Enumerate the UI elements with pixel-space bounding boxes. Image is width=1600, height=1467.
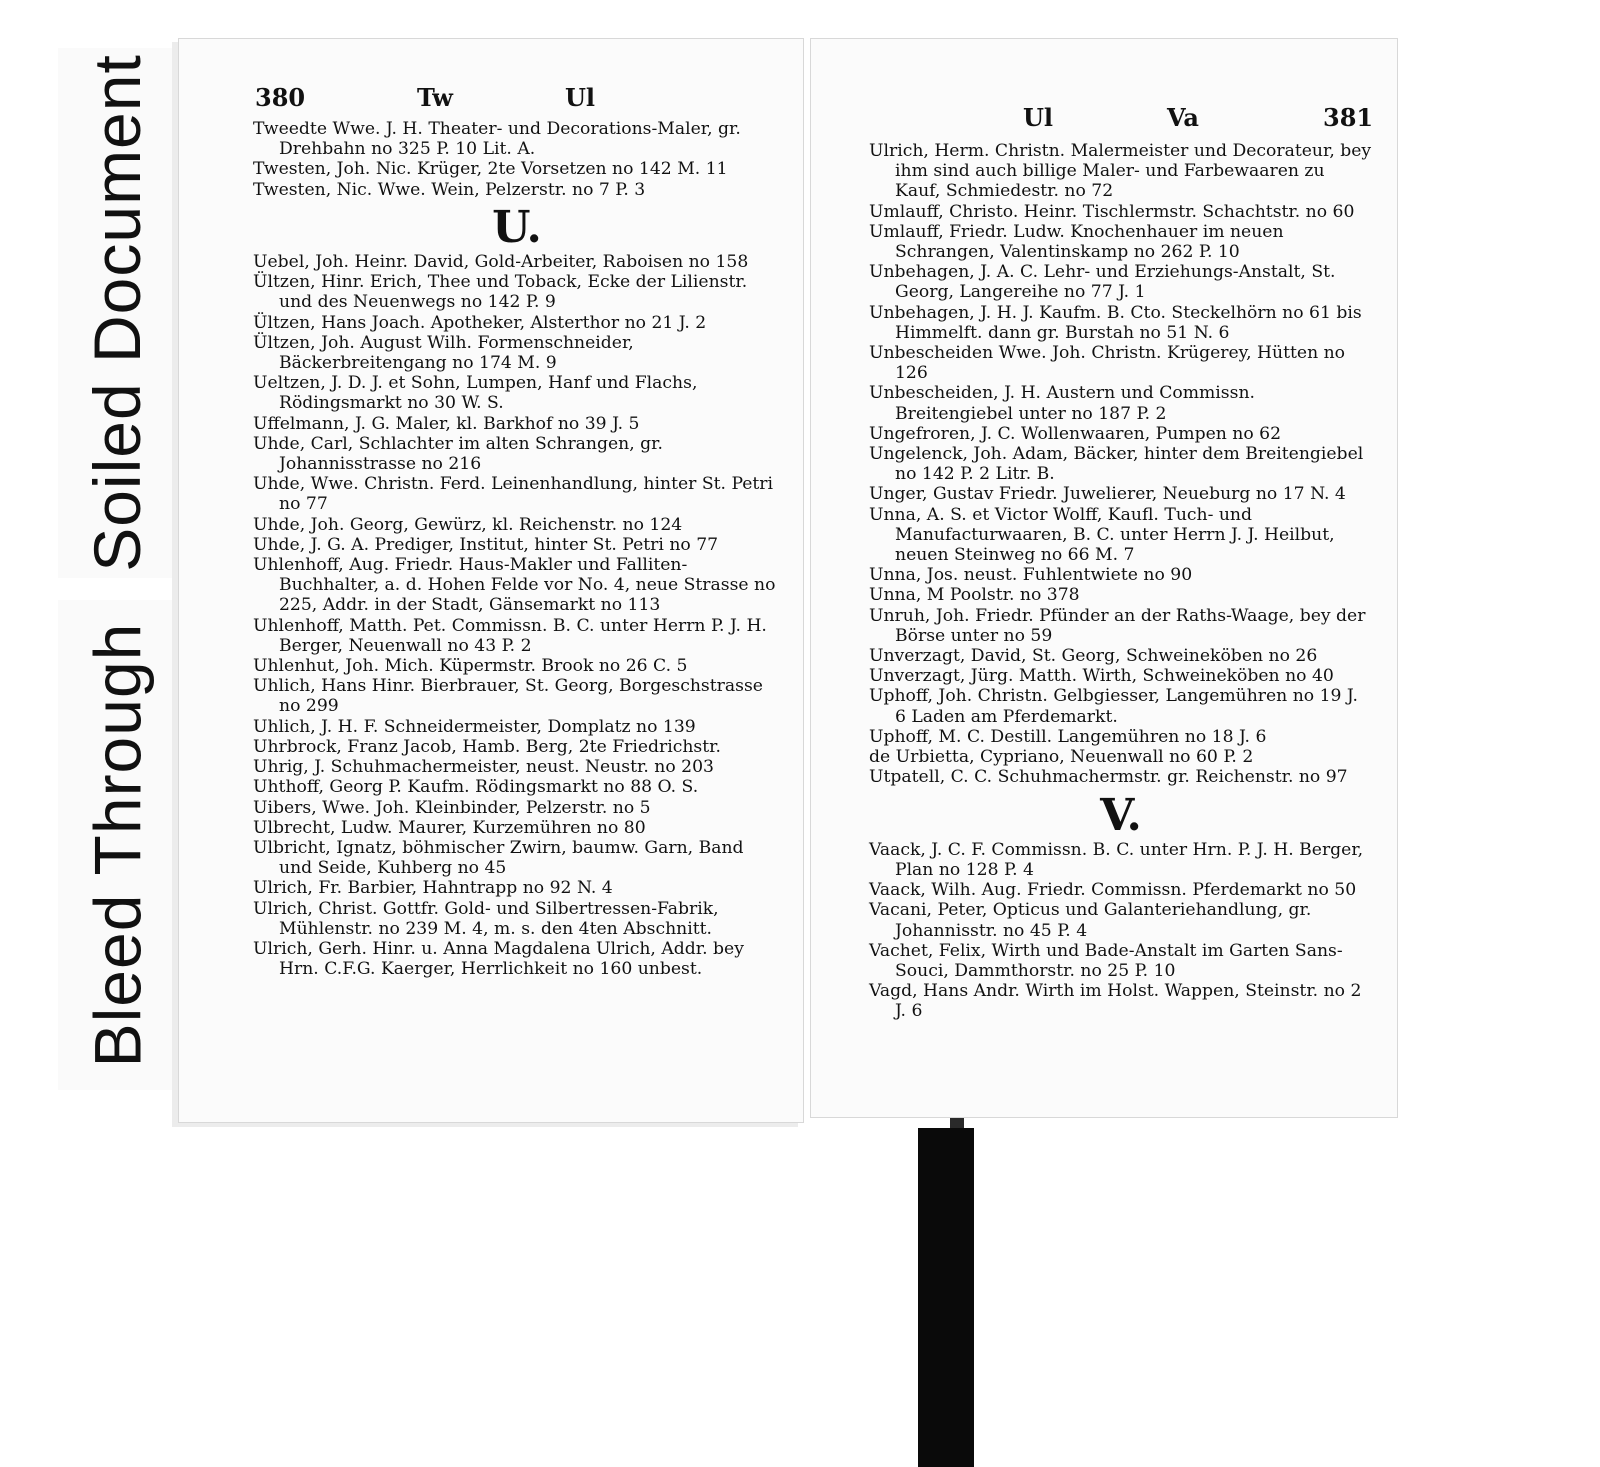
directory-entry: Unbescheiden, J. H. Austern und Commissn. Breitengiebel unter no 187 P. 2 bbox=[869, 383, 1255, 424]
directory-entry: Ültzen, Hinr. Erich, Thee und Toback, Ecke der Lilienstr. und des Neuenwegs no 142 P. 9 bbox=[253, 272, 748, 313]
directory-entry: Uphoff, Joh. Christn. Gelbgiesser, Langemühren no 19 J. 6 Laden am Pferdemarkt. bbox=[869, 686, 1358, 727]
directory-entry: Umlauff, Christo. Heinr. Tischlermstr. Schachtstr. no 60 bbox=[869, 201, 1355, 222]
bleed-through-text: Bleed Through bbox=[80, 622, 154, 1068]
directory-entry: Uebel, Joh. Heinr. David, Gold-Arbeiter, Raboisen no 158 bbox=[253, 252, 749, 273]
binding-strip-bottom bbox=[918, 1128, 974, 1467]
directory-entry: Vagd, Hans Andr. Wirth im Holst. Wappen, Steinstr. no 2 J. 6 bbox=[869, 981, 1362, 1022]
directory-entry: Uhthoff, Georg P. Kaufm. Rödingsmarkt no 88 O. S. bbox=[253, 777, 699, 798]
directory-entry: Uhlich, Hans Hinr. Bierbrauer, St. Georg, Borgeschstrasse no 299 bbox=[253, 676, 763, 717]
directory-entry: Uhrbrock, Franz Jacob, Hamb. Berg, 2te Friedrichstr. bbox=[253, 736, 721, 757]
section-letter-heading: U. bbox=[492, 201, 542, 253]
section-letter-heading: V. bbox=[1100, 789, 1142, 841]
right-running-head-end: Va bbox=[1167, 103, 1199, 132]
left-entries bbox=[253, 119, 781, 979]
directory-entry: Ulrich, Gerh. Hinr. u. Anna Magdalena Ulrich, Addr. bey Hrn. C.F.G. Kaerger, Herrlichkeit no 160 unbest. bbox=[253, 938, 744, 980]
directory-entry: Unbehagen, J. A. C. Lehr- und Erziehungs-Anstalt, St. Georg, Langereihe no 77 J. 1 bbox=[869, 262, 1336, 303]
directory-entry: Unna, A. S. et Victor Wolff, Kaufl. Tuch- und Manufacturwaaren, B. C. unter Herrn J. J. Heilbut, neuen Steinweg no 66 M. 7 bbox=[869, 504, 1335, 566]
directory-entry: Ulbrecht, Ludw. Maurer, Kurzemühren no 80 bbox=[253, 817, 646, 838]
directory-entry: Uibers, Wwe. Joh. Kleinbinder, Pelzerstr. no 5 bbox=[253, 797, 651, 818]
directory-entry: Unna, M Poolstr. no 378 bbox=[869, 585, 1080, 606]
directory-entry: Unbescheiden Wwe. Joh. Christn. Krügerey, Hütten no 126 bbox=[869, 343, 1346, 384]
right-page-number: 381 bbox=[1323, 103, 1374, 132]
left-page-number: 380 bbox=[255, 83, 306, 112]
right-entries bbox=[869, 141, 1373, 1022]
directory-entry: Unverzagt, David, St. Georg, Schweineköben no 26 bbox=[869, 646, 1318, 667]
directory-entry: Ungefroren, J. C. Wollenwaaren, Pumpen no 62 bbox=[869, 423, 1282, 444]
directory-entry: Ulrich, Fr. Barbier, Hahntrapp no 92 N. 4 bbox=[253, 878, 613, 899]
right-running-head-start: Ul bbox=[1023, 103, 1054, 132]
directory-entry: Twesten, Joh. Nic. Krüger, 2te Vorsetzen no 142 M. 11 bbox=[253, 159, 728, 180]
directory-entry: Uhlich, J. H. F. Schneidermeister, Domplatz no 139 bbox=[253, 716, 696, 737]
directory-entry: Umlauff, Friedr. Ludw. Knochenhauer im neuen Schrangen, Valentinskamp no 262 P. 10 bbox=[869, 221, 1284, 263]
left-running-head-start: Tw bbox=[417, 83, 453, 112]
directory-entry: Uhrig, J. Schuhmachermeister, neust. Neustr. no 203 bbox=[253, 757, 714, 778]
directory-entry: Vaack, J. C. F. Commissn. B. C. unter Hrn. P. J. H. Berger, Plan no 128 P. 4 bbox=[869, 839, 1364, 880]
directory-entry: Unna, Jos. neust. Fuhlentwiete no 90 bbox=[869, 565, 1193, 586]
directory-entry: Ungelenck, Joh. Adam, Bäcker, hinter dem Breitengiebel no 142 P. 2 Litr. B. bbox=[869, 444, 1364, 485]
directory-entry: Utpatell, C. C. Schuhmachermstr. gr. Reichenstr. no 97 bbox=[869, 767, 1348, 788]
book-spread bbox=[158, 38, 1398, 1128]
directory-entry: Uphoff, M. C. Destill. Langemühren no 18 J. 6 bbox=[869, 726, 1267, 747]
directory-entry: Ueltzen, J. D. J. et Sohn, Lumpen, Hanf und Flachs, Rödingsmarkt no 30 W. S. bbox=[253, 373, 698, 414]
directory-entry: Twesten, Nic. Wwe. Wein, Pelzerstr. no 7 P. 3 bbox=[253, 179, 646, 200]
directory-entry: Vacani, Peter, Opticus und Galanteriehandlung, gr. Johannisstr. no 45 P. 4 bbox=[869, 900, 1312, 941]
directory-entry: Uhde, Joh. Georg, Gewürz, kl. Reichenstr. no 124 bbox=[253, 514, 683, 535]
directory-entry: Unger, Gustav Friedr. Juwelierer, Neueburg no 17 N. 4 bbox=[869, 484, 1346, 505]
directory-entry: Uhde, Carl, Schlachter im alten Schrangen, gr. Johannisstrasse no 216 bbox=[253, 433, 663, 475]
left-running-head-end: Ul bbox=[565, 83, 596, 112]
directory-entry: Ültzen, Hans Joach. Apotheker, Alsterthor no 21 J. 2 bbox=[253, 312, 707, 333]
soiled-document-text: Soiled Document bbox=[80, 54, 155, 572]
directory-entry: Tweedte Wwe. J. H. Theater- und Decorations-Maler, gr. Drehbahn no 325 P. 10 Lit. A. bbox=[253, 119, 741, 160]
directory-entry: Ulrich, Christ. Gottfr. Gold- und Silbertressen-Fabrik, Mühlenstr. no 239 M. 4, m. s. den 4ten Abschnitt. bbox=[253, 898, 719, 939]
directory-entry: Uhlenhoff, Matth. Pet. Commissn. B. C. unter Herrn P. J. H. Berger, Neuenwall no 43 P. 2 bbox=[253, 615, 767, 656]
directory-entry: Ulbricht, Ignatz, böhmischer Zwirn, baumw. Garn, Band und Seide, Kuhberg no 45 bbox=[253, 837, 744, 879]
directory-entry: Uhde, J. G. A. Prediger, Institut, hinter St. Petri no 77 bbox=[253, 534, 719, 555]
right-page bbox=[810, 38, 1398, 1118]
directory-entry: Ültzen, Joh. August Wilh. Formenschneider, Bäckerbreitengang no 174 M. 9 bbox=[253, 332, 634, 374]
directory-entry: de Urbietta, Cypriano, Neuenwall no 60 P. 2 bbox=[869, 747, 1254, 768]
directory-entry: Vaack, Wilh. Aug. Friedr. Commissn. Pferdemarkt no 50 bbox=[869, 880, 1357, 901]
directory-entry: Uhlenhoff, Aug. Friedr. Haus-Makler und Falliten-Buchhalter, a. d. Hohen Felde vor No. 4, neue Strasse no 225, Addr. in der Stadt, Gänsemarkt no 113 bbox=[253, 555, 776, 616]
directory-entry: Unruh, Joh. Friedr. Pfünder an der Raths-Waage, bey der Börse unter no 59 bbox=[869, 605, 1366, 646]
directory-entry: Uhlenhut, Joh. Mich. Küpermstr. Brook no 26 C. 5 bbox=[253, 656, 688, 677]
directory-entry: Uhde, Wwe. Christn. Ferd. Leinenhandlung, hinter St. Petri no 77 bbox=[253, 474, 774, 515]
left-page bbox=[178, 38, 804, 1123]
directory-entry: Vachet, Felix, Wirth und Bade-Anstalt im Garten Sans-Souci, Dammthorstr. no 25 P. 10 bbox=[869, 940, 1343, 981]
directory-entry: Ulrich, Herm. Christn. Malermeister und Decorateur, bey ihm sind auch billige Maler- und Farbewaaren zu Kauf, Schmiedestr. no 72 bbox=[869, 141, 1372, 202]
directory-entry: Unbehagen, J. H. J. Kaufm. B. Cto. Steckelhörn no 61 bis Himmelft. dann gr. Burstah no 51 N. 6 bbox=[869, 302, 1362, 343]
directory-entry: Unverzagt, Jürg. Matth. Wirth, Schweineköben no 40 bbox=[869, 666, 1334, 687]
directory-entry: Uffelmann, J. G. Maler, kl. Barkhof no 39 J. 5 bbox=[253, 413, 640, 434]
